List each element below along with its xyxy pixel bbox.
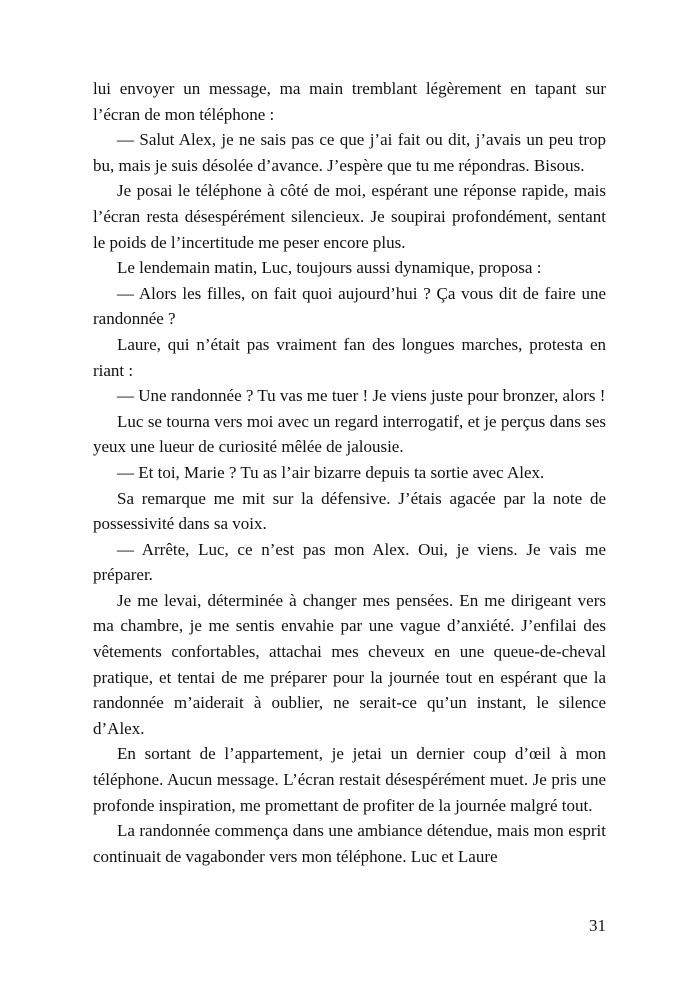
paragraph: Le lendemain matin, Luc, toujours aussi dynamique, proposa : [117, 258, 542, 278]
paragraph: — Et toi, Marie ? Tu as l’air bizarre depuis ta sortie avec Alex. [117, 462, 545, 482]
paragraph: — Une randonnée ? Tu vas me tuer ! Je viens juste pour bronzer, alors ! [117, 386, 606, 406]
paragraph: Je posai le téléphone à côté de moi, espérant une réponse rapide, mais l’écran resta désespérément silencieux. Je soupirai profondément, sentant le poids de l’incertitude me peser encore plus. [93, 181, 606, 252]
paragraph: En sortant de l’appartement, je jetai un dernier coup d’œil à mon téléphone. Aucun message. L’écran restait désespérément muet. Je pris une profonde inspiration, me promettant de profiter de la journée malgré tout. [93, 744, 606, 815]
paragraph: Sa remarque me mit sur la défensive. J’étais agacée par la note de possessivité dans sa voix. [93, 488, 606, 534]
body-text [93, 76, 606, 869]
page-number: 31 [589, 916, 606, 935]
paragraph: — Arrête, Luc, ce n’est pas mon Alex. Oui, je viens. Je vais me préparer. [93, 539, 606, 585]
paragraph: La randonnée commença dans une ambiance détendue, mais mon esprit continuait de vagabonder vers mon téléphone. Luc et Laure [93, 821, 606, 866]
paragraph: lui envoyer un message, ma main tremblant légèrement en tapant sur l’écran de mon téléphone : [93, 79, 606, 124]
paragraph: Luc se tourna vers moi avec un regard interrogatif, et je perçus dans ses yeux une lueur de curiosité mêlée de jalousie. [93, 411, 606, 457]
paragraph: — Alors les filles, on fait quoi aujourd’hui ? Ça vous dit de faire une randonnée ? [93, 283, 606, 329]
paragraph: Laure, qui n’était pas vraiment fan des longues marches, protesta en riant : [93, 334, 606, 380]
paragraph: Je me levai, déterminée à changer mes pensées. En me dirigeant vers ma chambre, je me sentis envahie par une vague d’anxiété. J’enfilai des vêtements confortables, attachai mes cheveux en une queue-de-cheval pratique, et tentai de me préparer pour la journée tout en espérant que la randonnée m’aiderait à oublier, ne serait-ce qu’un instant, le silence d’Alex. [93, 590, 606, 738]
paragraph: — Salut Alex, je ne sais pas ce que j’ai fait ou dit, j’avais un peu trop bu, mais je suis désolée d’avance. J’espère que tu me répondras. Bisous. [93, 130, 606, 175]
